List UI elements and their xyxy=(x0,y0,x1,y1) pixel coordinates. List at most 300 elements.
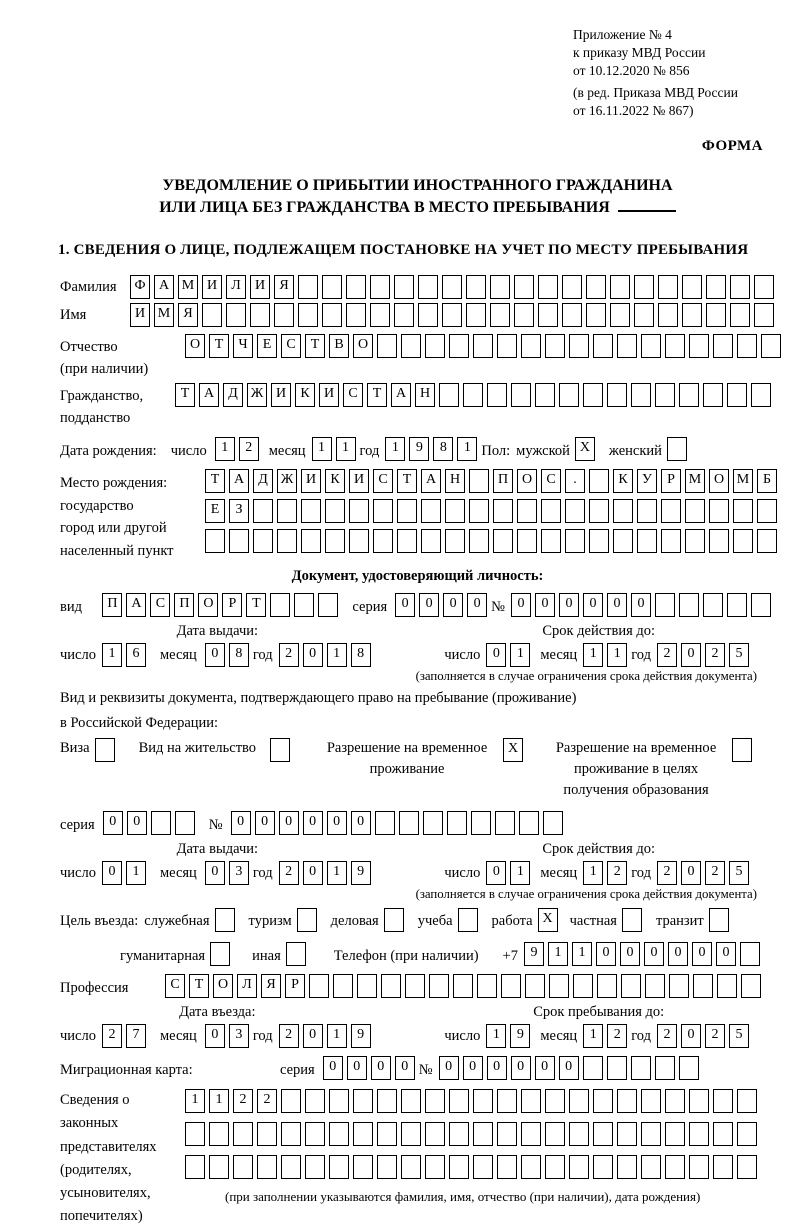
char-cell[interactable] xyxy=(682,303,702,327)
char-cell[interactable]: 0 xyxy=(596,942,616,966)
char-cell[interactable]: 1 xyxy=(510,861,530,885)
char-cell[interactable] xyxy=(613,499,633,523)
checkbox-residence-permit[interactable] xyxy=(270,738,290,762)
char-cell[interactable] xyxy=(449,1122,469,1146)
char-cell[interactable] xyxy=(730,275,750,299)
checkbox-male[interactable]: X xyxy=(575,437,595,461)
char-cell[interactable]: 0 xyxy=(439,1056,459,1080)
char-cell[interactable]: 0 xyxy=(486,861,506,885)
char-cell[interactable] xyxy=(305,1089,325,1113)
char-cell[interactable]: 7 xyxy=(126,1024,146,1048)
char-cell[interactable]: Ж xyxy=(247,383,267,407)
char-cell[interactable]: К xyxy=(295,383,315,407)
char-cell[interactable]: 0 xyxy=(205,643,225,667)
checkbox-temp-residence-education[interactable] xyxy=(732,738,752,762)
char-cell[interactable]: Е xyxy=(257,334,277,358)
char-cell[interactable]: М xyxy=(178,275,198,299)
char-cell[interactable]: Б xyxy=(757,469,777,493)
char-cell[interactable] xyxy=(473,1089,493,1113)
residence-issue-year[interactable] xyxy=(279,861,375,885)
char-cell[interactable] xyxy=(511,383,531,407)
char-cell[interactable] xyxy=(641,1089,661,1113)
char-cell[interactable] xyxy=(519,811,539,835)
char-cell[interactable]: 1 xyxy=(126,861,146,885)
char-cell[interactable] xyxy=(397,529,417,553)
char-cell[interactable] xyxy=(573,974,593,998)
char-cell[interactable] xyxy=(281,1089,301,1113)
checkbox-visa[interactable] xyxy=(95,738,115,762)
char-cell[interactable] xyxy=(610,303,630,327)
migration-series-input[interactable] xyxy=(323,1056,419,1080)
char-cell[interactable]: Я xyxy=(178,303,198,327)
char-cell[interactable] xyxy=(661,529,681,553)
char-cell[interactable]: 8 xyxy=(433,437,453,461)
checkbox-study[interactable] xyxy=(458,908,478,932)
char-cell[interactable]: 9 xyxy=(510,1024,530,1048)
char-cell[interactable] xyxy=(641,334,661,358)
checkbox-humanitarian[interactable] xyxy=(210,942,234,966)
char-cell[interactable]: 0 xyxy=(205,1024,225,1048)
patronymic-input[interactable] xyxy=(185,334,785,358)
char-cell[interactable]: З xyxy=(229,499,249,523)
char-cell[interactable]: 9 xyxy=(351,1024,371,1048)
char-cell[interactable]: Т xyxy=(205,469,225,493)
char-cell[interactable] xyxy=(394,275,414,299)
checkbox-tourism[interactable] xyxy=(297,908,321,932)
char-cell[interactable]: 0 xyxy=(607,593,627,617)
char-cell[interactable] xyxy=(562,275,582,299)
char-cell[interactable] xyxy=(545,1122,565,1146)
char-cell[interactable] xyxy=(325,499,345,523)
char-cell[interactable]: Р xyxy=(285,974,305,998)
doc-series-input[interactable] xyxy=(395,593,491,617)
char-cell[interactable]: 3 xyxy=(229,1024,249,1048)
char-cell[interactable]: 1 xyxy=(486,1024,506,1048)
char-cell[interactable]: 0 xyxy=(395,593,415,617)
char-cell[interactable] xyxy=(185,1155,205,1179)
char-cell[interactable] xyxy=(305,1155,325,1179)
char-cell[interactable]: 3 xyxy=(229,861,249,885)
char-cell[interactable] xyxy=(569,1089,589,1113)
char-cell[interactable] xyxy=(449,1155,469,1179)
char-cell[interactable] xyxy=(377,334,397,358)
doc-number-input[interactable] xyxy=(511,593,775,617)
char-cell[interactable] xyxy=(586,303,606,327)
char-cell[interactable] xyxy=(617,1155,637,1179)
char-cell[interactable]: А xyxy=(391,383,411,407)
char-cell[interactable]: 1 xyxy=(185,1089,205,1113)
char-cell[interactable] xyxy=(754,275,774,299)
char-cell[interactable] xyxy=(253,499,273,523)
char-cell[interactable] xyxy=(329,1155,349,1179)
char-cell[interactable] xyxy=(741,974,761,998)
char-cell[interactable]: 0 xyxy=(644,942,664,966)
char-cell[interactable]: О xyxy=(213,974,233,998)
char-cell[interactable]: Д xyxy=(253,469,273,493)
char-cell[interactable] xyxy=(226,303,246,327)
checkbox-other[interactable] xyxy=(286,942,306,966)
char-cell[interactable]: Н xyxy=(445,469,465,493)
char-cell[interactable]: 0 xyxy=(127,811,147,835)
char-cell[interactable] xyxy=(471,811,491,835)
char-cell[interactable] xyxy=(497,1155,517,1179)
char-cell[interactable] xyxy=(449,334,469,358)
birthplace-row1-input[interactable] xyxy=(205,469,781,493)
char-cell[interactable] xyxy=(517,499,537,523)
char-cell[interactable] xyxy=(447,811,467,835)
char-cell[interactable]: И xyxy=(130,303,150,327)
char-cell[interactable] xyxy=(469,469,489,493)
char-cell[interactable]: 2 xyxy=(705,643,725,667)
char-cell[interactable]: . xyxy=(565,469,585,493)
checkbox-work[interactable] xyxy=(538,908,562,932)
char-cell[interactable]: 0 xyxy=(255,811,275,835)
char-cell[interactable] xyxy=(298,303,318,327)
char-cell[interactable] xyxy=(329,1122,349,1146)
char-cell[interactable]: У xyxy=(637,469,657,493)
char-cell[interactable] xyxy=(610,275,630,299)
char-cell[interactable] xyxy=(418,275,438,299)
char-cell[interactable]: 5 xyxy=(729,1024,749,1048)
char-cell[interactable]: 2 xyxy=(257,1089,277,1113)
char-cell[interactable] xyxy=(445,529,465,553)
char-cell[interactable] xyxy=(205,529,225,553)
checkbox-study[interactable] xyxy=(458,908,482,932)
identity-issue-day[interactable] xyxy=(102,643,150,667)
char-cell[interactable] xyxy=(301,529,321,553)
char-cell[interactable] xyxy=(717,974,737,998)
char-cell[interactable] xyxy=(442,275,462,299)
doc-kind-input[interactable] xyxy=(102,593,342,617)
char-cell[interactable]: 2 xyxy=(657,643,677,667)
checkbox-residence-permit[interactable] xyxy=(270,738,294,762)
char-cell[interactable] xyxy=(394,303,414,327)
char-cell[interactable]: 0 xyxy=(395,1056,415,1080)
char-cell[interactable] xyxy=(562,303,582,327)
char-cell[interactable] xyxy=(501,974,521,998)
checkbox-humanitarian[interactable] xyxy=(210,942,230,966)
char-cell[interactable]: 0 xyxy=(419,593,439,617)
char-cell[interactable] xyxy=(569,1122,589,1146)
phone-input[interactable] xyxy=(524,942,764,966)
char-cell[interactable] xyxy=(346,303,366,327)
char-cell[interactable] xyxy=(517,529,537,553)
char-cell[interactable]: 2 xyxy=(657,861,677,885)
char-cell[interactable] xyxy=(466,275,486,299)
char-cell[interactable] xyxy=(370,275,390,299)
char-cell[interactable] xyxy=(613,529,633,553)
char-cell[interactable] xyxy=(679,383,699,407)
checkbox-work[interactable]: X xyxy=(538,908,558,932)
char-cell[interactable] xyxy=(706,275,726,299)
char-cell[interactable]: 0 xyxy=(303,811,323,835)
char-cell[interactable] xyxy=(669,974,689,998)
char-cell[interactable] xyxy=(401,1089,421,1113)
checkbox-temp-residence-education[interactable] xyxy=(732,738,756,762)
char-cell[interactable]: С xyxy=(281,334,301,358)
char-cell[interactable] xyxy=(399,811,419,835)
char-cell[interactable] xyxy=(583,1056,603,1080)
char-cell[interactable]: Л xyxy=(237,974,257,998)
char-cell[interactable]: М xyxy=(685,469,705,493)
checkbox-temp-residence[interactable] xyxy=(503,738,527,762)
char-cell[interactable]: С xyxy=(541,469,561,493)
char-cell[interactable] xyxy=(538,303,558,327)
char-cell[interactable]: А xyxy=(229,469,249,493)
birth-day-input[interactable] xyxy=(215,437,263,461)
char-cell[interactable]: 1 xyxy=(215,437,235,461)
char-cell[interactable]: 0 xyxy=(443,593,463,617)
char-cell[interactable] xyxy=(709,529,729,553)
char-cell[interactable] xyxy=(565,499,585,523)
char-cell[interactable] xyxy=(250,303,270,327)
char-cell[interactable] xyxy=(397,499,417,523)
char-cell[interactable] xyxy=(318,593,338,617)
char-cell[interactable] xyxy=(733,499,753,523)
char-cell[interactable] xyxy=(593,1089,613,1113)
identity-valid-day[interactable] xyxy=(486,643,534,667)
representatives-row3-input[interactable] xyxy=(185,1155,761,1179)
char-cell[interactable] xyxy=(257,1155,277,1179)
char-cell[interactable] xyxy=(685,499,705,523)
char-cell[interactable] xyxy=(514,303,534,327)
char-cell[interactable] xyxy=(277,499,297,523)
char-cell[interactable]: 0 xyxy=(487,1056,507,1080)
char-cell[interactable]: 1 xyxy=(607,643,627,667)
char-cell[interactable] xyxy=(607,383,627,407)
checkbox-tourism[interactable] xyxy=(297,908,317,932)
char-cell[interactable]: 0 xyxy=(559,593,579,617)
char-cell[interactable] xyxy=(353,1155,373,1179)
char-cell[interactable] xyxy=(737,1155,757,1179)
char-cell[interactable]: 9 xyxy=(351,861,371,885)
char-cell[interactable]: 5 xyxy=(729,861,749,885)
char-cell[interactable]: 0 xyxy=(620,942,640,966)
char-cell[interactable] xyxy=(401,1122,421,1146)
char-cell[interactable] xyxy=(538,275,558,299)
residence-number-input[interactable] xyxy=(231,811,567,835)
checkbox-private[interactable] xyxy=(622,908,646,932)
char-cell[interactable]: 0 xyxy=(486,643,506,667)
char-cell[interactable] xyxy=(377,1089,397,1113)
char-cell[interactable] xyxy=(641,1155,661,1179)
char-cell[interactable]: 9 xyxy=(409,437,429,461)
char-cell[interactable] xyxy=(373,499,393,523)
char-cell[interactable]: П xyxy=(174,593,194,617)
char-cell[interactable] xyxy=(709,499,729,523)
char-cell[interactable] xyxy=(469,529,489,553)
char-cell[interactable] xyxy=(418,303,438,327)
char-cell[interactable] xyxy=(463,383,483,407)
char-cell[interactable] xyxy=(545,334,565,358)
char-cell[interactable]: 0 xyxy=(103,811,123,835)
birthplace-row2-input[interactable] xyxy=(205,499,781,523)
char-cell[interactable]: И xyxy=(202,275,222,299)
char-cell[interactable] xyxy=(425,1089,445,1113)
char-cell[interactable] xyxy=(665,1122,685,1146)
char-cell[interactable]: 0 xyxy=(327,811,347,835)
checkbox-visa[interactable] xyxy=(95,738,119,762)
residence-issue-month[interactable] xyxy=(205,861,253,885)
char-cell[interactable] xyxy=(631,383,651,407)
char-cell[interactable] xyxy=(593,1155,613,1179)
char-cell[interactable] xyxy=(233,1155,253,1179)
char-cell[interactable]: 2 xyxy=(102,1024,122,1048)
char-cell[interactable] xyxy=(593,334,613,358)
char-cell[interactable]: П xyxy=(493,469,513,493)
char-cell[interactable] xyxy=(569,1155,589,1179)
char-cell[interactable]: 0 xyxy=(347,1056,367,1080)
char-cell[interactable] xyxy=(679,593,699,617)
char-cell[interactable]: 0 xyxy=(511,593,531,617)
char-cell[interactable] xyxy=(209,1155,229,1179)
char-cell[interactable] xyxy=(645,974,665,998)
char-cell[interactable]: Р xyxy=(661,469,681,493)
char-cell[interactable] xyxy=(233,1122,253,1146)
char-cell[interactable]: Е xyxy=(205,499,225,523)
char-cell[interactable]: Т xyxy=(175,383,195,407)
char-cell[interactable] xyxy=(521,1122,541,1146)
char-cell[interactable]: 0 xyxy=(205,861,225,885)
char-cell[interactable]: 0 xyxy=(681,643,701,667)
char-cell[interactable]: Т xyxy=(246,593,266,617)
char-cell[interactable] xyxy=(429,974,449,998)
char-cell[interactable]: А xyxy=(126,593,146,617)
char-cell[interactable] xyxy=(202,303,222,327)
firstname-input[interactable] xyxy=(130,303,778,327)
char-cell[interactable] xyxy=(151,811,171,835)
char-cell[interactable] xyxy=(445,499,465,523)
char-cell[interactable] xyxy=(713,1122,733,1146)
char-cell[interactable]: 0 xyxy=(583,593,603,617)
char-cell[interactable] xyxy=(277,529,297,553)
char-cell[interactable] xyxy=(713,334,733,358)
char-cell[interactable] xyxy=(751,593,771,617)
char-cell[interactable] xyxy=(257,1122,277,1146)
char-cell[interactable] xyxy=(185,1122,205,1146)
entry-day[interactable] xyxy=(102,1024,150,1048)
char-cell[interactable]: 2 xyxy=(705,1024,725,1048)
char-cell[interactable] xyxy=(453,974,473,998)
char-cell[interactable] xyxy=(521,1155,541,1179)
char-cell[interactable] xyxy=(737,1089,757,1113)
migration-number-input[interactable] xyxy=(439,1056,703,1080)
char-cell[interactable]: 1 xyxy=(327,861,347,885)
char-cell[interactable] xyxy=(541,499,561,523)
char-cell[interactable] xyxy=(469,499,489,523)
char-cell[interactable]: 1 xyxy=(327,643,347,667)
char-cell[interactable]: 0 xyxy=(631,593,651,617)
birth-month-input[interactable] xyxy=(312,437,360,461)
char-cell[interactable] xyxy=(353,1122,373,1146)
char-cell[interactable]: О xyxy=(198,593,218,617)
char-cell[interactable] xyxy=(751,383,771,407)
char-cell[interactable] xyxy=(543,811,563,835)
char-cell[interactable] xyxy=(322,303,342,327)
char-cell[interactable]: С xyxy=(373,469,393,493)
char-cell[interactable]: 0 xyxy=(511,1056,531,1080)
char-cell[interactable] xyxy=(466,303,486,327)
char-cell[interactable]: 1 xyxy=(102,643,122,667)
char-cell[interactable]: 2 xyxy=(239,437,259,461)
char-cell[interactable] xyxy=(477,974,497,998)
identity-issue-year[interactable] xyxy=(279,643,375,667)
char-cell[interactable]: Ж xyxy=(277,469,297,493)
char-cell[interactable]: Т xyxy=(397,469,417,493)
char-cell[interactable]: Н xyxy=(415,383,435,407)
checkbox-private[interactable] xyxy=(622,908,642,932)
char-cell[interactable]: 1 xyxy=(583,1024,603,1048)
char-cell[interactable] xyxy=(449,1089,469,1113)
char-cell[interactable]: 8 xyxy=(351,643,371,667)
char-cell[interactable] xyxy=(377,1122,397,1146)
char-cell[interactable]: 0 xyxy=(279,811,299,835)
char-cell[interactable] xyxy=(541,529,561,553)
char-cell[interactable] xyxy=(733,529,753,553)
char-cell[interactable] xyxy=(497,1122,517,1146)
char-cell[interactable]: Т xyxy=(189,974,209,998)
char-cell[interactable] xyxy=(270,593,290,617)
char-cell[interactable] xyxy=(309,974,329,998)
checkbox-female[interactable] xyxy=(667,437,687,461)
char-cell[interactable] xyxy=(658,275,678,299)
char-cell[interactable] xyxy=(535,383,555,407)
char-cell[interactable] xyxy=(274,303,294,327)
char-cell[interactable]: 2 xyxy=(279,1024,299,1048)
char-cell[interactable] xyxy=(495,811,515,835)
char-cell[interactable] xyxy=(589,499,609,523)
char-cell[interactable]: С xyxy=(343,383,363,407)
char-cell[interactable] xyxy=(665,1155,685,1179)
char-cell[interactable] xyxy=(689,1155,709,1179)
char-cell[interactable] xyxy=(301,499,321,523)
char-cell[interactable] xyxy=(473,334,493,358)
char-cell[interactable] xyxy=(682,275,702,299)
char-cell[interactable] xyxy=(349,499,369,523)
char-cell[interactable]: К xyxy=(613,469,633,493)
char-cell[interactable] xyxy=(421,499,441,523)
char-cell[interactable]: 1 xyxy=(572,942,592,966)
char-cell[interactable]: Т xyxy=(209,334,229,358)
char-cell[interactable] xyxy=(658,303,678,327)
residence-series-input[interactable] xyxy=(103,811,199,835)
char-cell[interactable] xyxy=(298,275,318,299)
char-cell[interactable]: 2 xyxy=(279,861,299,885)
checkbox-official[interactable] xyxy=(215,908,239,932)
char-cell[interactable] xyxy=(665,1089,685,1113)
char-cell[interactable] xyxy=(679,1056,699,1080)
char-cell[interactable] xyxy=(487,383,507,407)
char-cell[interactable]: О xyxy=(709,469,729,493)
char-cell[interactable] xyxy=(521,334,541,358)
char-cell[interactable] xyxy=(727,383,747,407)
char-cell[interactable] xyxy=(589,529,609,553)
char-cell[interactable]: 1 xyxy=(548,942,568,966)
char-cell[interactable]: И xyxy=(250,275,270,299)
stay-day[interactable] xyxy=(486,1024,534,1048)
char-cell[interactable]: 0 xyxy=(371,1056,391,1080)
char-cell[interactable] xyxy=(689,1122,709,1146)
residence-valid-year[interactable] xyxy=(657,861,753,885)
char-cell[interactable] xyxy=(425,334,445,358)
char-cell[interactable] xyxy=(473,1155,493,1179)
char-cell[interactable] xyxy=(597,974,617,998)
char-cell[interactable]: 0 xyxy=(323,1056,343,1080)
char-cell[interactable]: 1 xyxy=(209,1089,229,1113)
char-cell[interactable]: П xyxy=(102,593,122,617)
identity-valid-month[interactable] xyxy=(583,643,631,667)
identity-issue-month[interactable] xyxy=(205,643,253,667)
